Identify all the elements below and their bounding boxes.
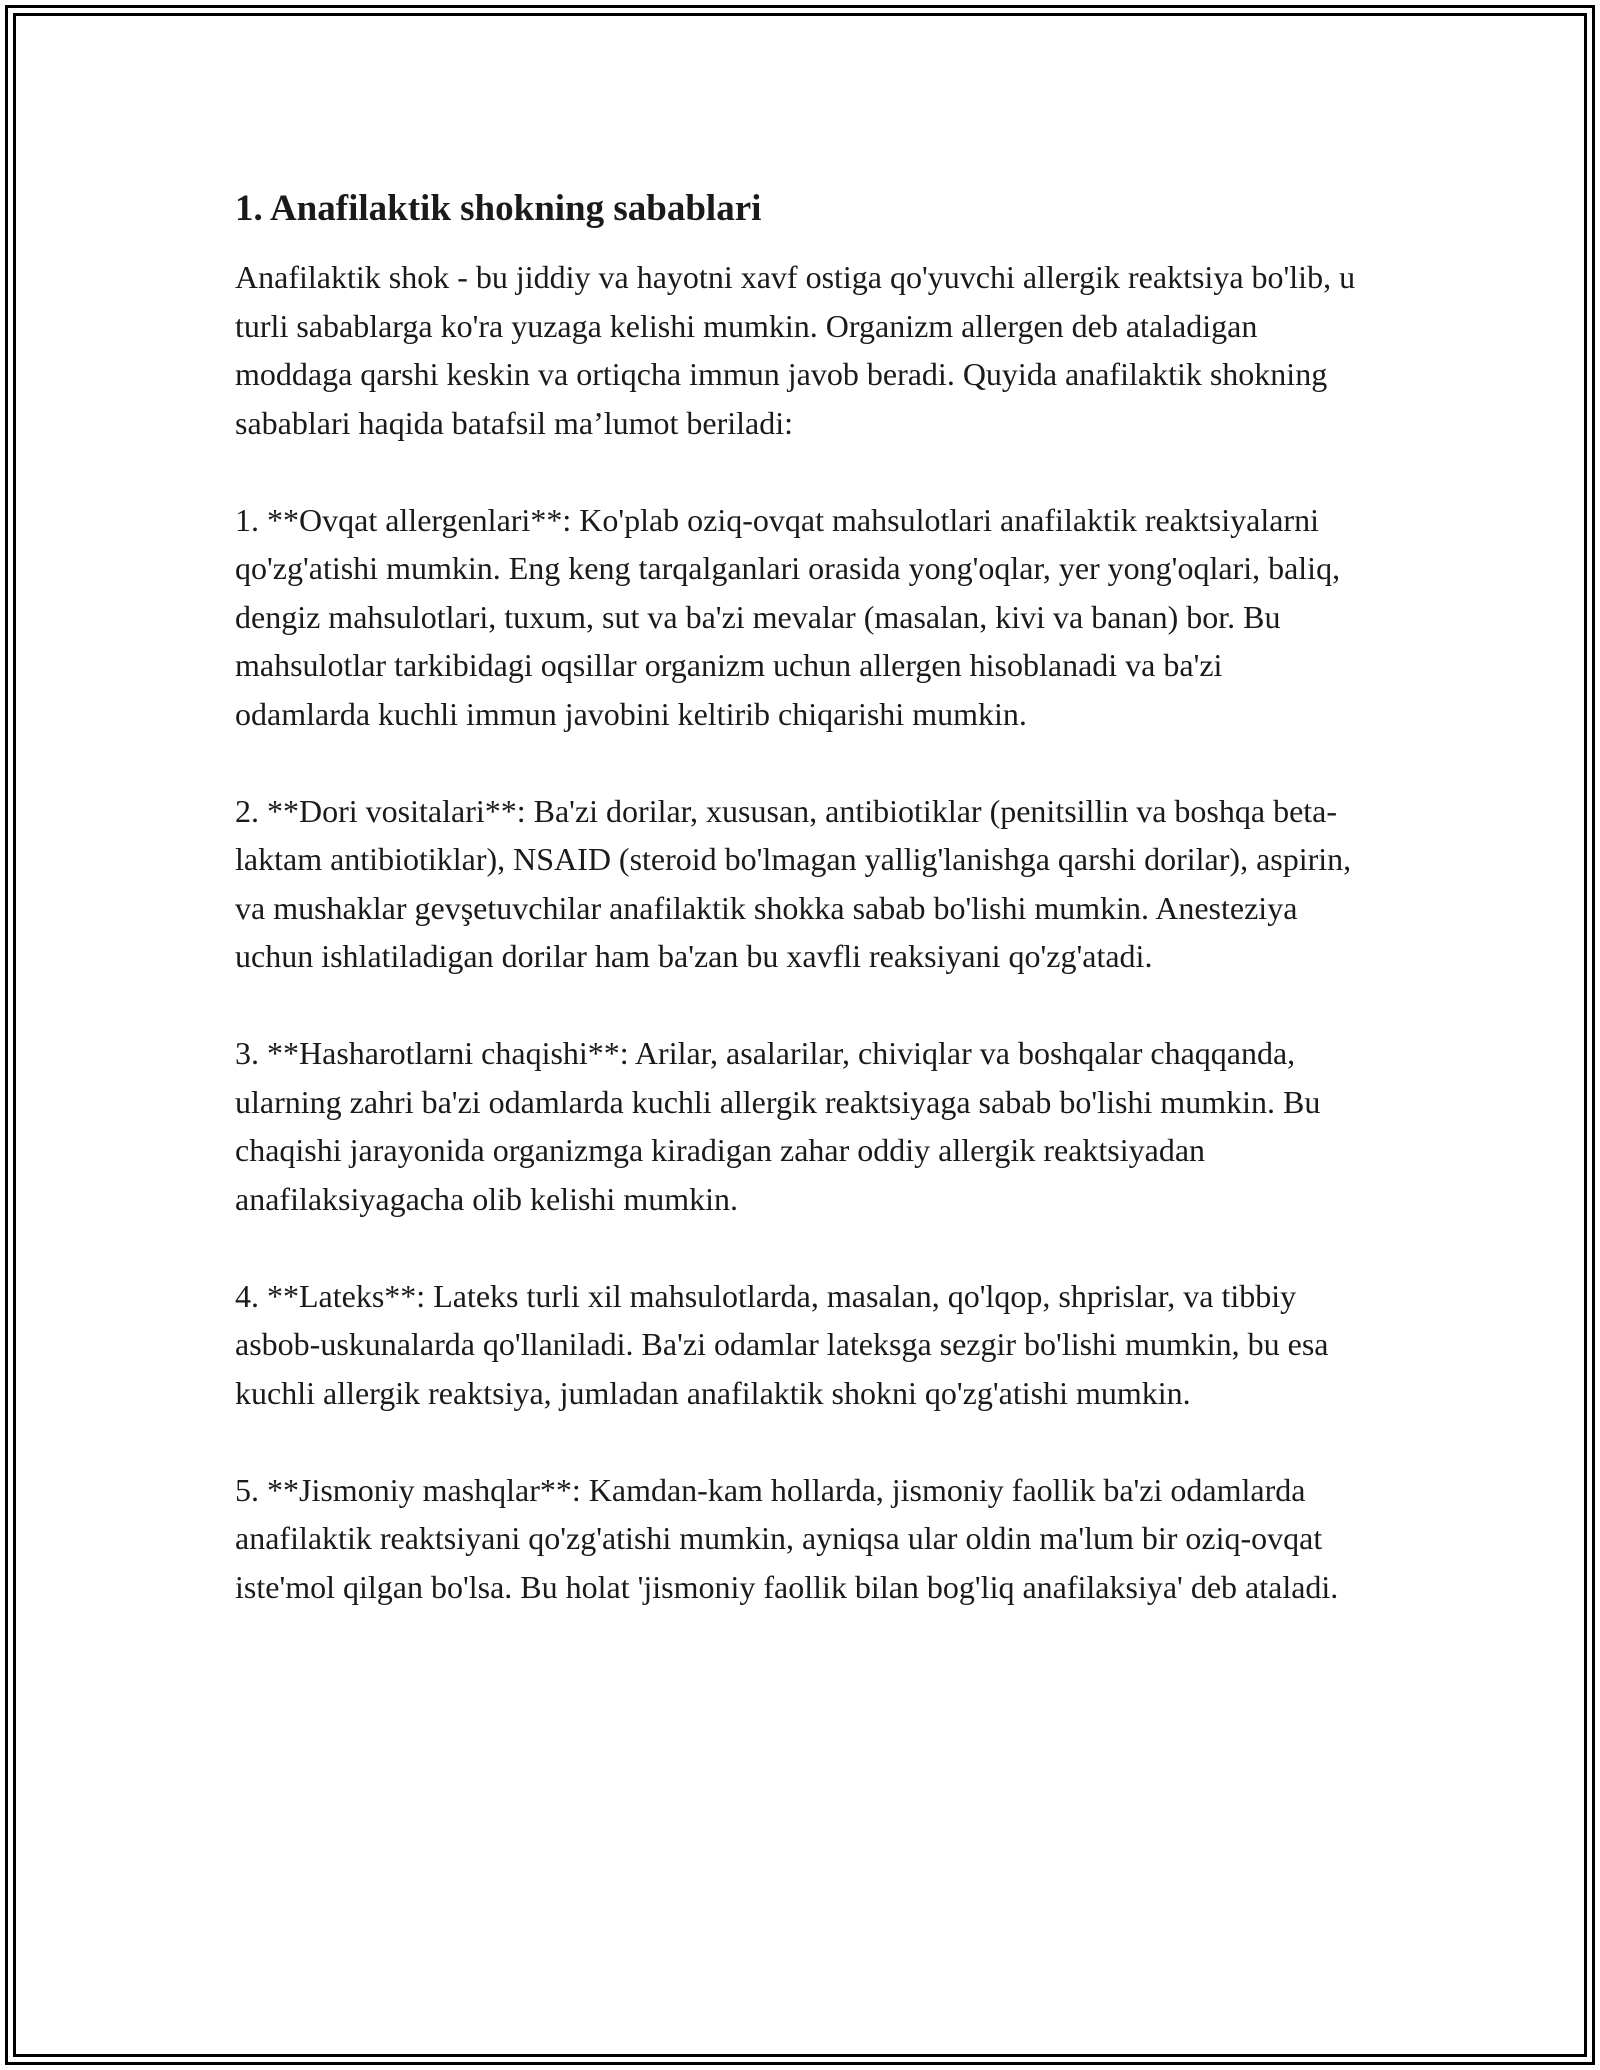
intro-paragraph: Anafilaktik shok - bu jiddiy va hayotni xavf ostiga qo'yuvchi allergik reaktsiya bo'lib, u turli sabablarga ko'ra yuzaga kelishi mumkin. Organizm allergen deb ataladigan moddaga qarshi keskin va ortiqcha immun javob beradi. Quyida anafilaktik shokning sabablari haqida batafsil ma’lumot beriladi:: [235, 259, 1356, 441]
document-body: [235, 185, 1365, 1660]
paragraph-food-allergens: 1. **Ovqat allergenlari**: Ko'plab oziq-ovqat mahsulotlari anafilaktik reaktsiyalarni qo'zg'atishi mumkin. Eng keng tarqalganlari orasida yong'oqlar, yer yong'oqlari, baliq, dengiz mahsulotlari, tuxum, sut va ba'zi mevalar (masalan, kivi va banan) bor. Bu mahsulotlar tarkibidagi oqsillar organizm uchun allergen hisoblanadi va ba'zi odamlarda kuchli immun javobini keltirib chiqarishi mumkin.: [235, 501, 1341, 732]
paragraph-medications: 2. **Dori vositalari**: Ba'zi dorilar, xususan, antibiotiklar (penitsillin va boshqa beta-laktam antibiotiklar), NSAID (steroid bo'lmagan yallig'lanishga qarshi dorilar), aspirin, va mushaklar gevşetuvchilar anafilaktik shokka sabab bo'lishi mumkin. Anesteziya uchun ishlatiladigan dorilar ham ba'zan bu xavfli reaksiyani qo'zg'atadi.: [235, 792, 1352, 974]
paragraph-insect-stings: 3. **Hasharotlarni chaqishi**: Arilar, asalarilar, chiviqlar va boshqalar chaqqanda, ularning zahri ba'zi odamlarda kuchli allergik reaktsiyaga sabab bo'lishi mumkin. Bu chaqishi jarayonida organizmga kiradigan zahar oddiy allergik reaktsiyadan anafilaksiyagacha olib kelishi mumkin.: [235, 1035, 1321, 1217]
section-heading: 1. Anafilaktik shokning sabablari: [235, 188, 762, 229]
paragraph-exercise: 5. **Jismoniy mashqlar**: Kamdan-kam hollarda, jismoniy faollik ba'zi odamlarda anafilaktik reaktsiyani qo'zg'atishi mumkin, ayniqsa ular oldin ma'lum bir oziq-ovqat iste'mol qilgan bo'lsa. Bu holat 'jismoniy faollik bilan bog'liq anafilaksiya' deb ataladi.: [235, 1471, 1339, 1605]
paragraph-latex: 4. **Lateks**: Lateks turli xil mahsulotlarda, masalan, qo'lqop, shprislar, va tibbiy asbob-uskunalarda qo'llaniladi. Ba'zi odamlar lateksga sezgir bo'lishi mumkin, bu esa kuchli allergik reaktsiya, jumladan anafilaktik shokni qo'zg'atishi mumkin.: [235, 1277, 1329, 1411]
